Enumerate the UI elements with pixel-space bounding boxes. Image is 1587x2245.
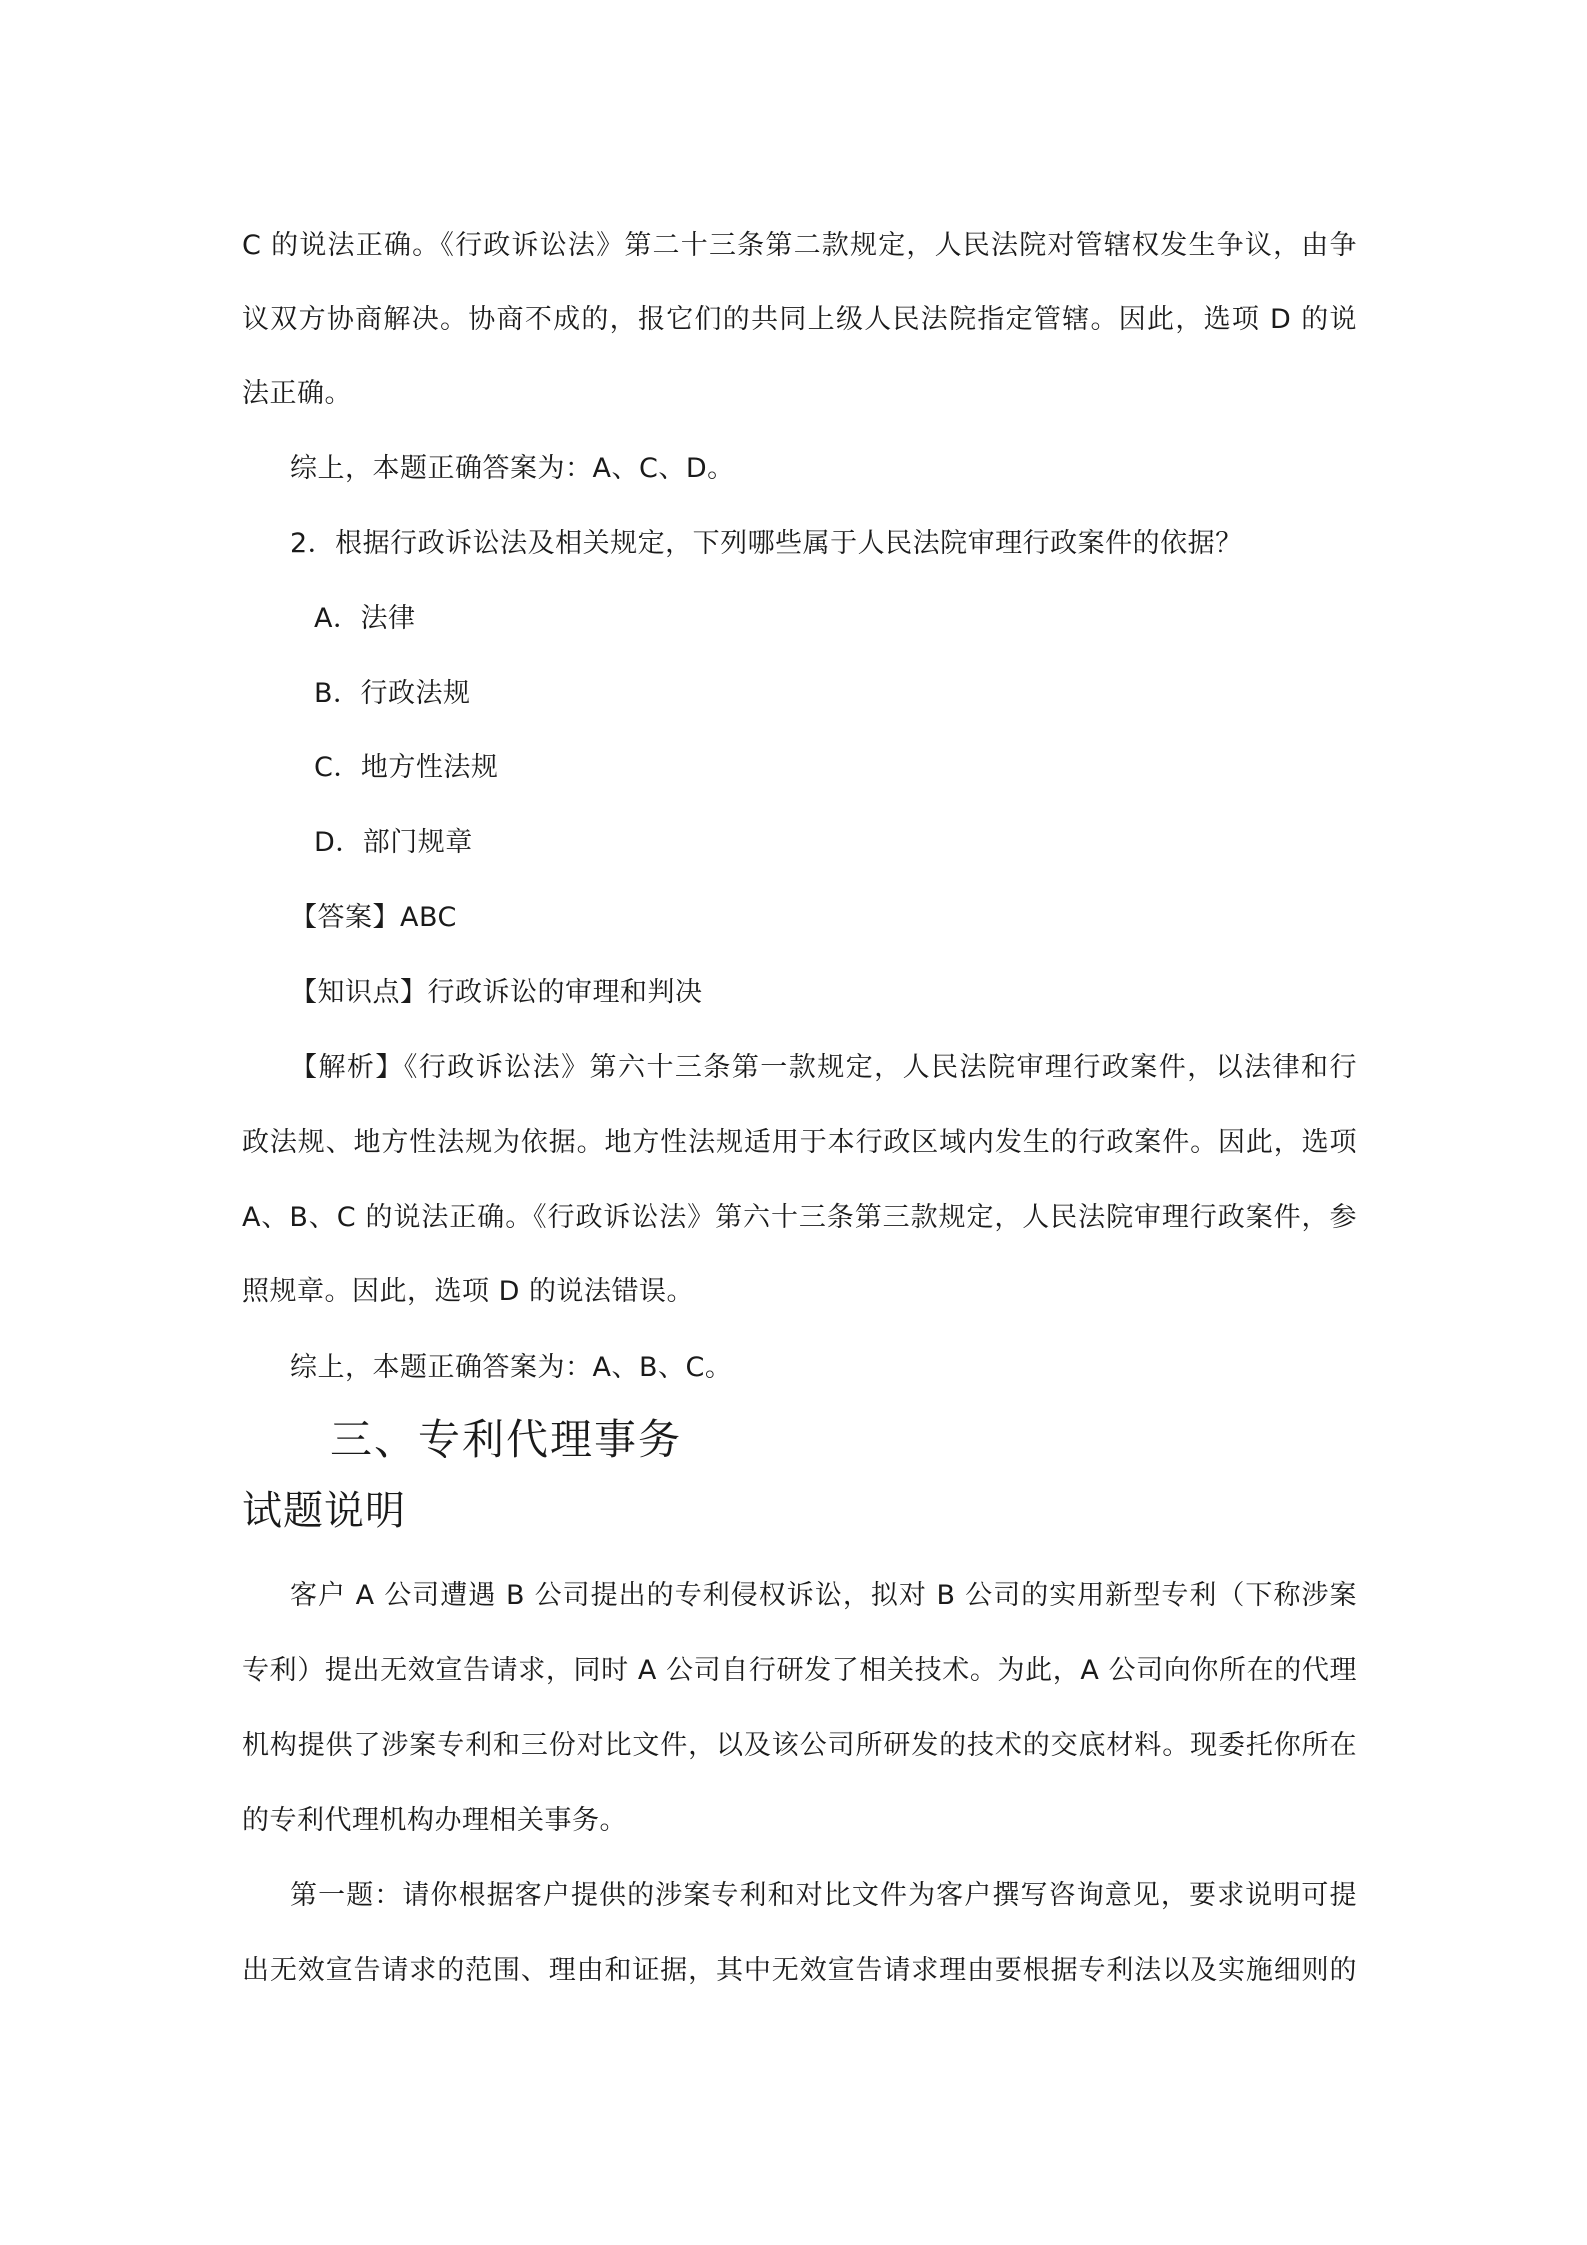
question-stem: 2．根据行政诉讼法及相关规定，下列哪些属于人民法院审理行政案件的依据？ — [290, 528, 1243, 559]
answer-line: 【答案】ABC — [290, 902, 457, 933]
analysis-line: 照规章。因此，选项 D 的说法错误。 — [242, 1276, 694, 1307]
option-c: C．地方性法规 — [314, 752, 499, 783]
knowledge-point-line: 【知识点】行政诉讼的审理和判决 — [290, 977, 703, 1008]
intro-line: 专利）提出无效宣告请求，同时 A 公司自行研发了相关技术。为此，A 公司向你所在的代理 — [242, 1655, 1357, 1686]
option-a: A．法律 — [314, 603, 416, 634]
intro-line: 的专利代理机构办理相关事务。 — [242, 1805, 627, 1836]
analysis-line: 【解析】《行政诉讼法》第六十三条第一款规定，人民法院审理行政案件，以法律和行 — [290, 1052, 1357, 1083]
paragraph-line: 议双方协商解决。协商不成的，报它们的共同上级人民法院指定管辖。因此，选项 D 的说 — [242, 304, 1357, 335]
intro-line: 机构提供了涉案专利和三份对比文件，以及该公司所研发的技术的交底材料。现委托你所在 — [242, 1730, 1357, 1761]
task-line: 出无效宣告请求的范围、理由和证据，其中无效宣告请求理由要根据专利法以及实施细则的 — [242, 1955, 1357, 1986]
analysis-line: A、B、C 的说法正确。《行政诉讼法》第六十三条第三款规定，人民法院审理行政案件，参 — [242, 1202, 1357, 1233]
section-heading: 三、专利代理事务 — [330, 1415, 683, 1464]
summary-line: 综上，本题正确答案为：A、B、C。 — [290, 1352, 733, 1383]
analysis-line: 政法规、地方性法规为依据。地方性法规适用于本行政区域内发生的行政案件。因此，选项 — [242, 1127, 1357, 1158]
summary-line: 综上，本题正确答案为：A、C、D。 — [290, 453, 735, 484]
intro-line: 客户 A 公司遭遇 B 公司提出的专利侵权诉讼，拟对 B 公司的实用新型专利（下称涉案 — [290, 1580, 1357, 1611]
task-line: 第一题：请你根据客户提供的涉案专利和对比文件为客户撰写咨询意见，要求说明可提 — [290, 1880, 1357, 1911]
paragraph-line: 法正确。 — [242, 378, 352, 409]
option-b: B．行政法规 — [314, 678, 471, 709]
section-subheading: 试题说明 — [242, 1488, 406, 1534]
option-d: D．部门规章 — [314, 827, 473, 858]
paragraph-line: C 的说法正确。《行政诉讼法》第二十三条第二款规定，人民法院对管辖权发生争议，由争 — [242, 230, 1357, 261]
